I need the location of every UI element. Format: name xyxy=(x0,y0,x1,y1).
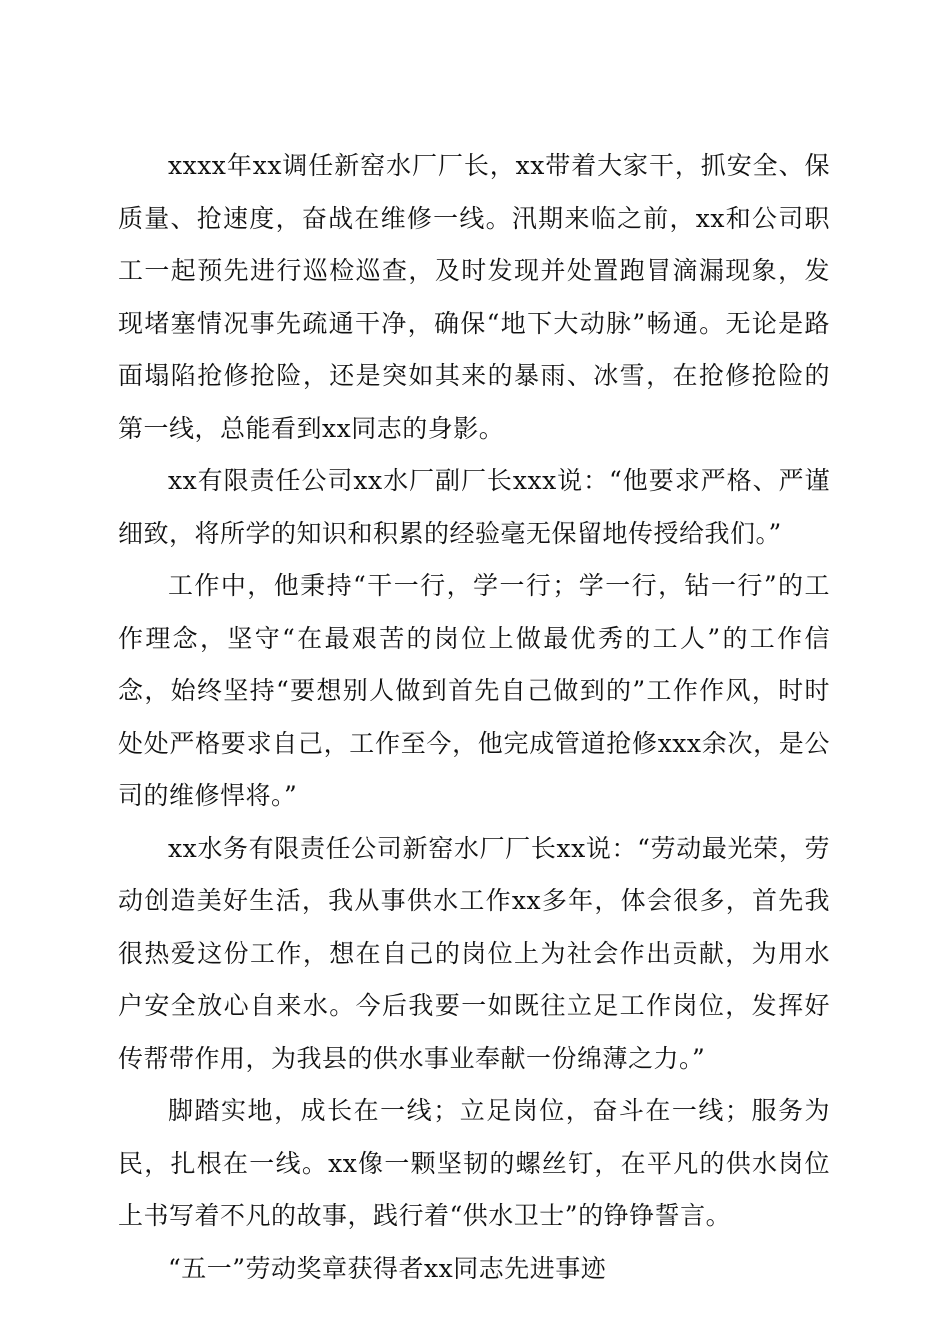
document-body xyxy=(118,140,830,1295)
paragraph-deputy-director-quote: xx有限责任公司xx水厂副厂长xxx说：“他要求严格、严谨细致，将所学的知识和积累的经验毫无保留地传授给我们。” xyxy=(118,466,830,548)
paragraph-repair-work: xxxx年xx调任新窑水厂厂长，xx带着大家干，抓安全、保质量、抢速度，奋战在维修一线。汛期来临之前，xx和公司职工一起预先进行巡检巡查，及时发现并处置跑冒滴漏现象，发现堵塞情况事先疏通干净，确保“地下大动脉”畅通。无论是路面塌陷抢修抢险，还是突如其来的暴雨、冰雪，在抢修抢险的第一线，总能看到xx同志的身影。 xyxy=(118,151,830,443)
document-title: “五一”劳动奖章获得者xx同志先进事迹 xyxy=(168,1253,607,1283)
paragraph-summary: 脚踏实地，成长在一线；立足岗位，奋斗在一线；服务为民，扎根在一线。xx像一颗坚韧的螺丝钉，在平凡的供水岗位上书写着不凡的故事，践行着“供水卫士”的铮铮誓言。 xyxy=(118,1096,830,1230)
paragraph-director-quote: xx水务有限责任公司新窑水厂厂长xx说：“劳动最光荣，劳动创造美好生活，我从事供水工作xx多年，体会很多，首先我很热爱这份工作，想在自己的岗位上为社会作出贡献，为用水户安全放心自来水。今后我要一如既往立足工作岗位，发挥好传帮带作用，为我县的供水事业奉献一份绵薄之力。” xyxy=(118,833,830,1073)
paragraph-work-philosophy: 工作中，他秉持“干一行，学一行；学一行，钻一行”的工作理念，坚守“在最艰苦的岗位上做最优秀的工人”的工作信念，始终坚持“要想别人做到首先自己做到的”工作作风，时时处处严格要求自己，工作至今，他完成管道抢修xxx余次，是公司的维修悍将。” xyxy=(118,571,830,810)
